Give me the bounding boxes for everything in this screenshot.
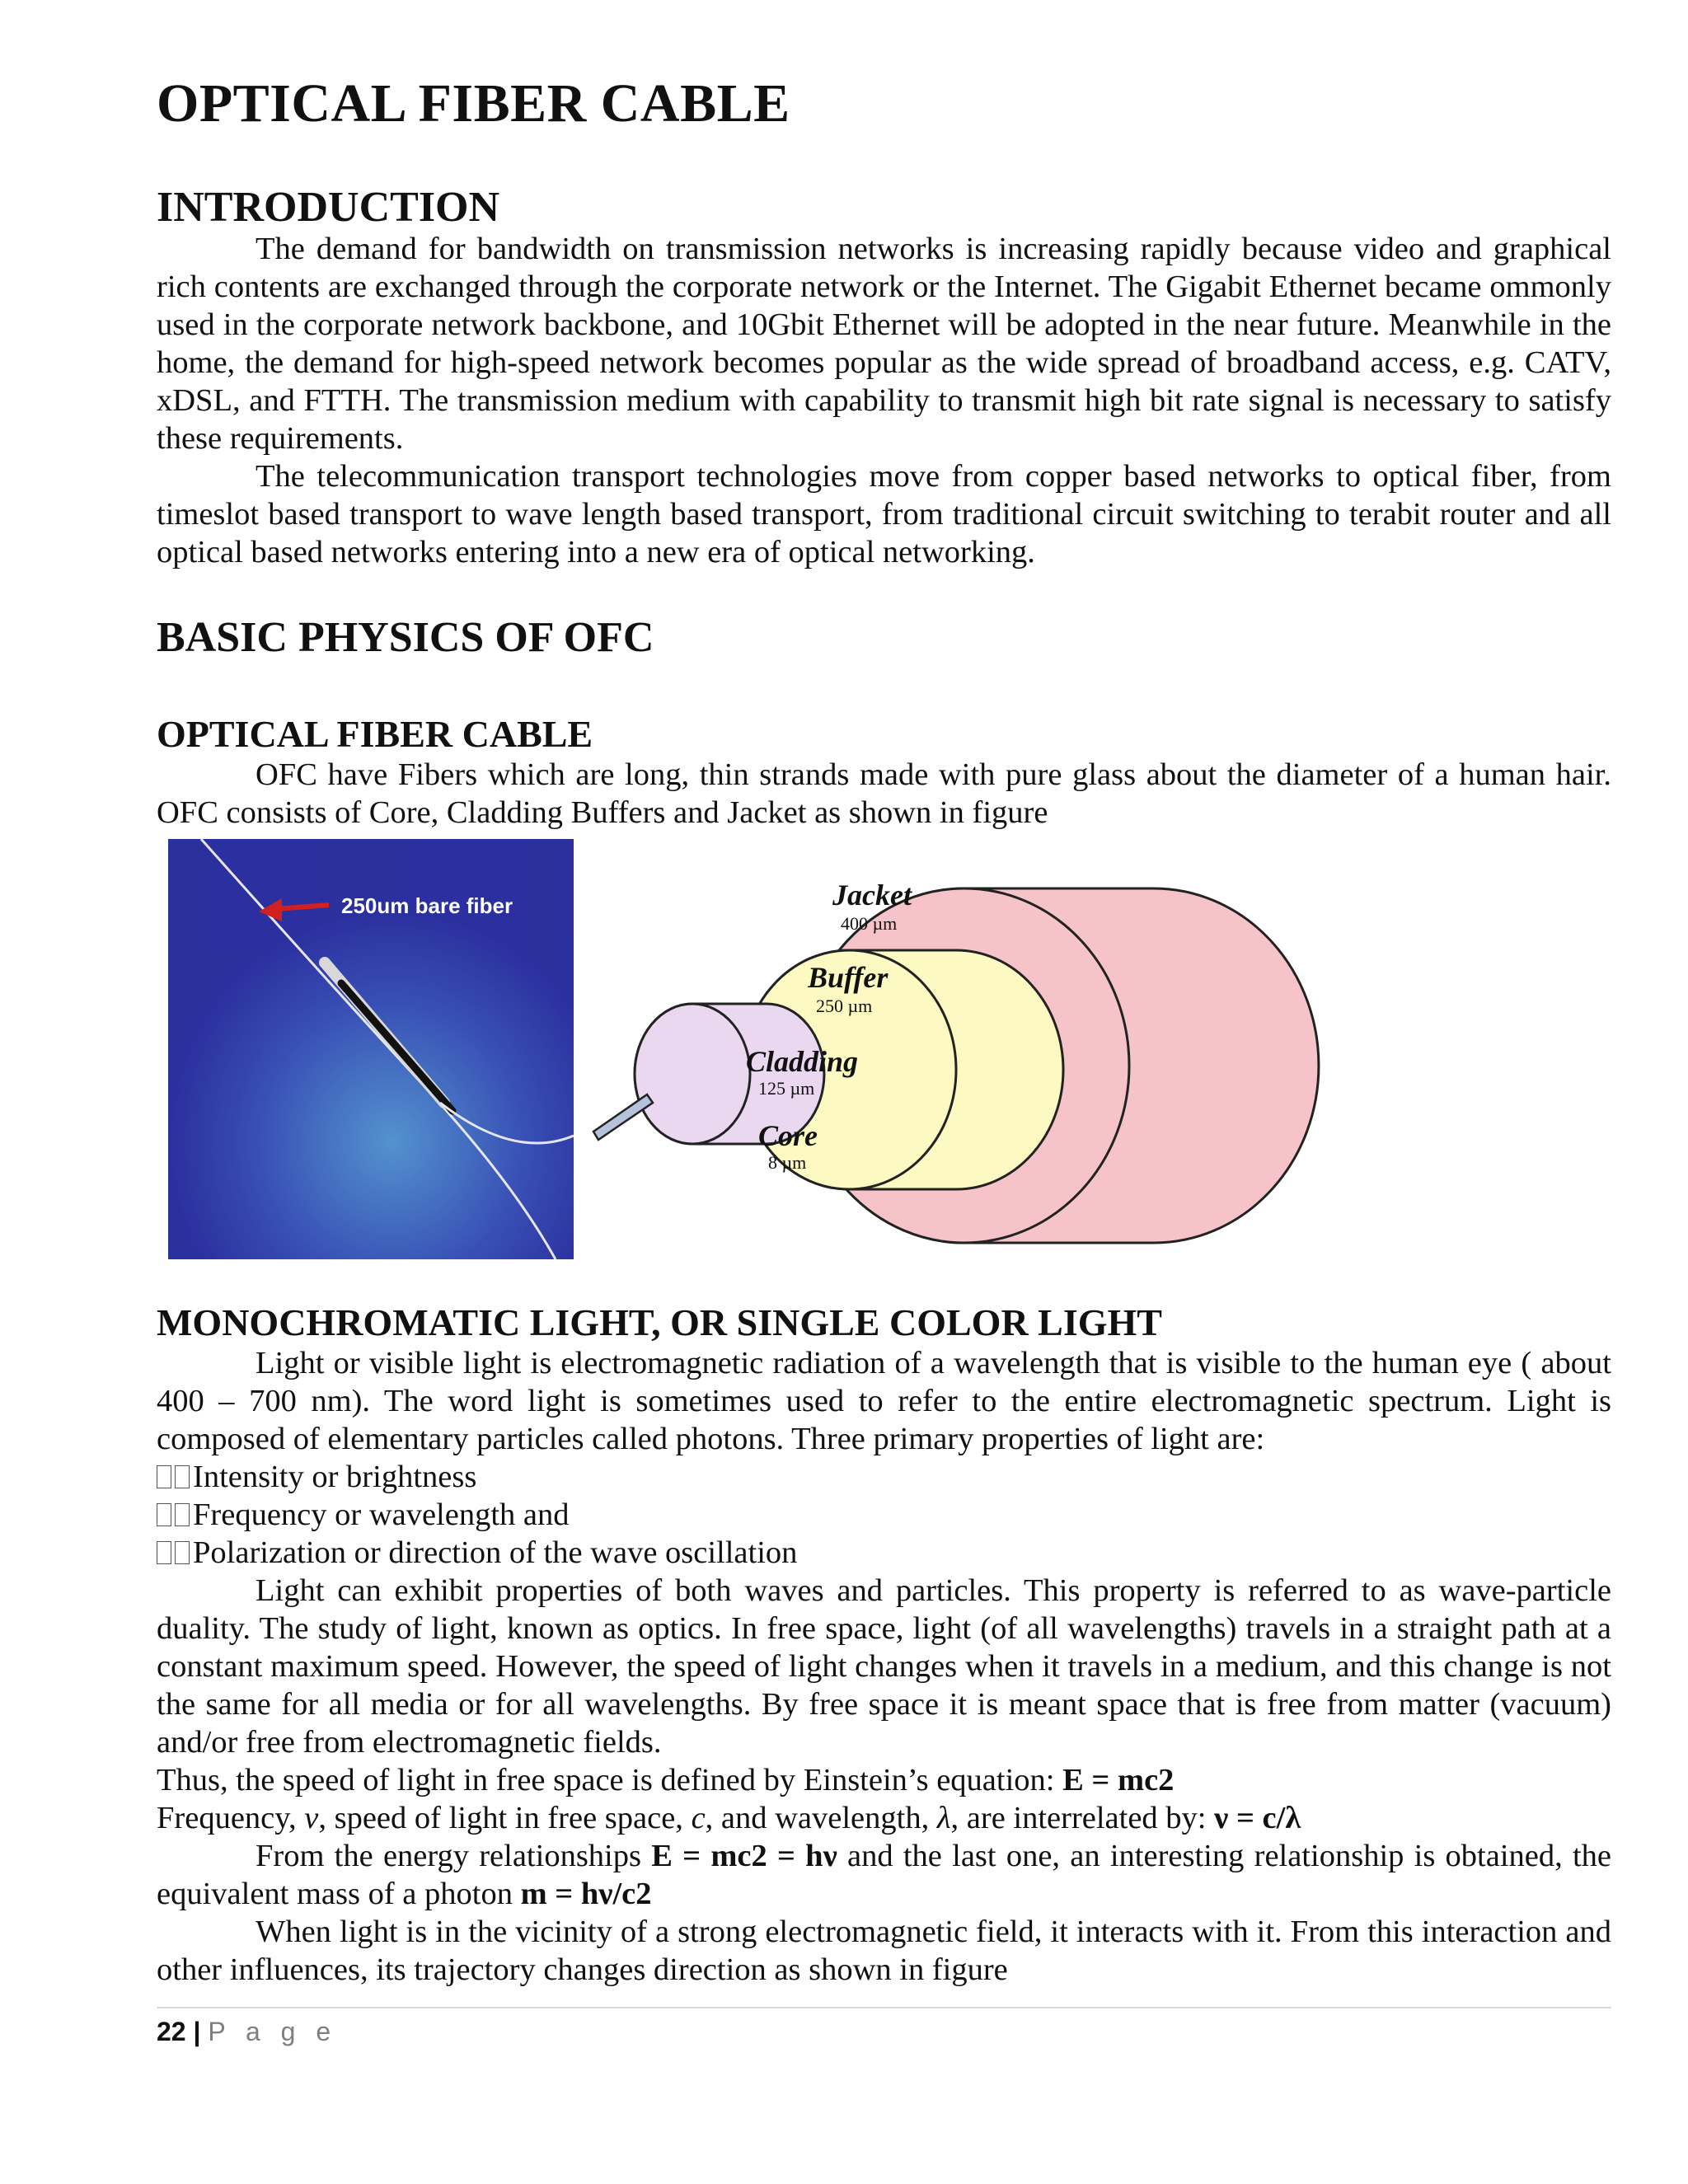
frequency-equation: ν = c/λ xyxy=(1214,1801,1301,1835)
buffer-size: 250 µm xyxy=(816,996,873,1016)
bullet-glyph-icon xyxy=(175,1503,190,1526)
frequency-line: Frequency, v, speed of light in free space, c, and wavelength, λ, are interrelated by: ν = c/λ xyxy=(157,1801,1301,1835)
bullet-glyph-icon xyxy=(175,1465,190,1488)
bullet-glyph-icon xyxy=(157,1541,171,1564)
list-item: Polarization or direction of the wave oscillation xyxy=(157,1534,1611,1572)
bullet-glyph-icon xyxy=(157,1503,171,1526)
mono-section xyxy=(157,1301,1611,1989)
bare-fiber-label: 250um bare fiber xyxy=(341,893,513,918)
einstein-equation: E = mc2 xyxy=(1062,1763,1175,1797)
mono-heading: MONOCHROMATIC LIGHT, OR SINGLE COLOR LIGHT xyxy=(157,1301,1162,1343)
einstein-line: Thus, the speed of light in free space is defined by Einstein’s equation: E = mc2 xyxy=(157,1763,1175,1797)
page-title: OPTICAL FIBER CABLE xyxy=(157,73,790,134)
mono-paragraph-last: When light is in the vicinity of a strong electromagnetic field, it interacts with it. From this interaction and other influences, its trajectory changes direction as shown in figure xyxy=(157,1915,1611,1987)
footer-separator: | xyxy=(193,2017,201,2046)
basic-physics-section xyxy=(157,613,1611,662)
page-footer xyxy=(157,2007,1611,2047)
core-layer xyxy=(593,1094,653,1140)
core-size: 8 µm xyxy=(768,1152,807,1173)
intro-paragraph-1: The demand for bandwidth on transmission networks is increasing rapidly because video and graphical rich contents are exchanged through the corporate network or the Internet. The Gigabit Ethernet became ommonly used in the corporate network backbone, and 10Gbit Ethernet will be adopted in the near future. Meanwhile in the home, the demand for high-speed network becomes popular as the wide spread of broadband access, e.g. CATV, xDSL, and FTTH. The transmission medium with capability to transmit high bit rate signal is necessary to satisfy these requirements. xyxy=(157,232,1611,456)
buffer-label: Buffer xyxy=(808,961,889,994)
ofc-heading: OPTICAL FIBER CABLE xyxy=(157,713,593,755)
cladding-label: Cladding xyxy=(746,1045,859,1078)
list-item: Intensity or brightness xyxy=(157,1458,1611,1496)
energy-paragraph: From the energy relationships E = mc2 = hν and the last one, an interesting relationship is obtained, the equivalent mass of a photon m = hν/c2 xyxy=(157,1839,1612,1911)
bare-fiber-photo xyxy=(168,839,574,1259)
basic-physics-heading: BASIC PHYSICS OF OFC xyxy=(157,614,654,661)
fiber-layers-diagram xyxy=(577,839,1422,1259)
page-label: P a g e xyxy=(208,2017,338,2046)
bullet-glyph-icon xyxy=(157,1465,171,1488)
intro-heading: INTRODUCTION xyxy=(157,184,500,231)
intro-section xyxy=(157,183,1611,571)
cladding-size: 125 µm xyxy=(758,1078,815,1099)
intro-paragraph-2: The telecommunication transport technologies move from copper based networks to optical fiber, from timeslot based transport to wave length based transport, from traditional circuit switching to terabit router and all optical based networks entering into a new era of optical networking. xyxy=(157,459,1611,569)
mono-paragraph-2: Light can exhibit properties of both waves and particles. This property is referred to as wave-particle duality. The study of light, known as optics. In free space, light (of all wavelengths) travels in a straight path at a constant maximum speed. However, the speed of light changes when it travels in a medium, and this change is not the same for all media or for all wavelengths. By free space it is meant space that is free from matter (vacuum) and/or free from electromagnetic fields. xyxy=(157,1573,1611,1760)
jacket-label: Jacket xyxy=(832,879,912,912)
energy-equation: E = mc2 = hν xyxy=(651,1839,837,1873)
bullet-glyph-icon xyxy=(175,1541,190,1564)
ofc-paragraph: OFC have Fibers which are long, thin strands made with pure glass about the diameter of a human hair. OFC consists of Core, Cladding Buffers and Jacket as shown in figure xyxy=(157,757,1611,830)
photon-mass-equation: m = hν/c2 xyxy=(520,1877,652,1911)
mono-paragraph-1: Light or visible light is electromagnetic radiation of a wavelength that is visible to the human eye ( about 400 – 700 nm). The word light is sometimes used to refer to the entire electromagnetic spectrum. Light is composed of elementary particles called photons. Three primary properties of light are: xyxy=(157,1346,1611,1456)
ofc-section xyxy=(157,712,1611,832)
page-number: 22 xyxy=(157,2017,186,2046)
core-label: Core xyxy=(758,1119,818,1152)
jacket-size: 400 µm xyxy=(841,913,898,934)
list-item: Frequency or wavelength and xyxy=(157,1496,1611,1534)
